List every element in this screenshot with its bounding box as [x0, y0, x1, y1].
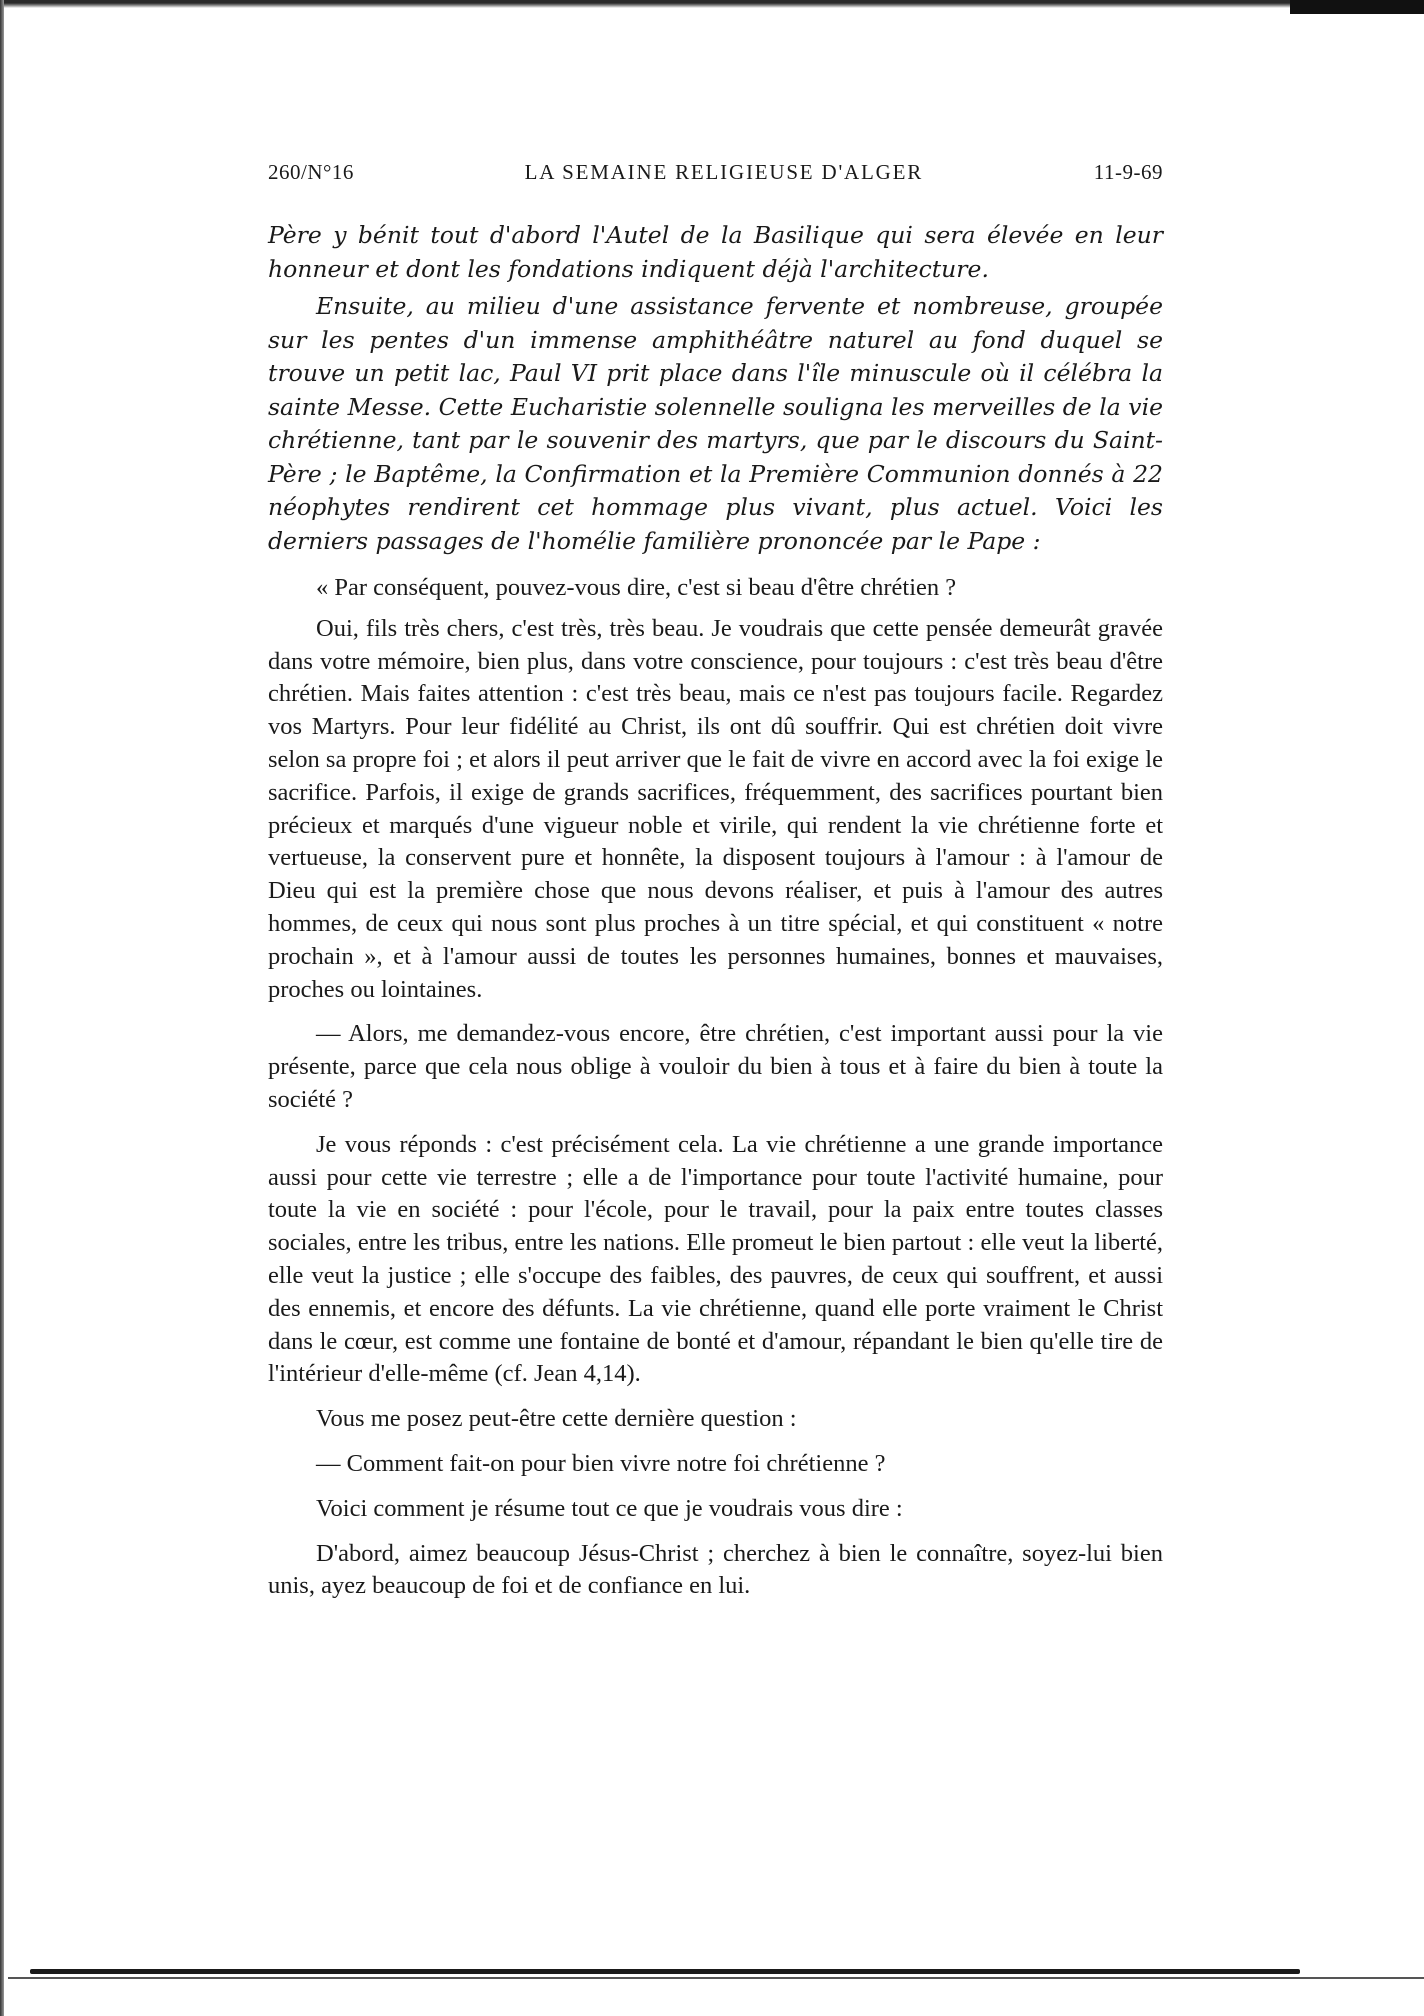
homily-paragraph: — Alors, me demandez-vous encore, être chrétien, c'est important aussi pour la vie présente, parce que cela nous oblige à vouloir du bien à tous et à faire du bien à toute la société ? [268, 1020, 1163, 1113]
issue-date: 11-9-69 [1093, 160, 1163, 184]
intro-section [268, 219, 1163, 558]
page-content [268, 160, 1163, 1603]
scan-border-top-right [1290, 0, 1424, 14]
homily-section [268, 572, 1163, 1603]
homily-paragraph: — Comment fait-on pour bien vivre notre foi chrétienne ? [316, 1449, 886, 1477]
homily-paragraph: Je vous réponds : c'est précisément cela. La vie chrétienne a une grande importance aussi pour cette vie terrestre ; elle a de l'importance pour toute l'activité humaine, pour toute la vie en société : pour l'école, pour le travail, pour la paix entre toutes classes sociales, entre les tribus, entre les nations. Elle promeut le bien partout : elle veut la liberté, elle veut la justice ; elle s'occupe des faibles, des pauvres, de ceux qui souffrent, et aussi des ennemis, et encore des défunts. La vie chrétienne, quand elle porte vraiment le Christ dans le cœur, est comme une fontaine de bonté et d'amour, répandant le bien qu'elle tire de l'intérieur d'elle-même (cf. Jean 4,14). [268, 1130, 1163, 1388]
running-header [268, 160, 1163, 185]
homily-paragraph: « Par conséquent, pouvez-vous dire, c'est si beau d'être chrétien ? [316, 574, 957, 601]
homily-paragraph: Voici comment je résume tout ce que je voudrais vous dire : [316, 1494, 903, 1522]
intro-paragraph: Ensuite, au milieu d'une assistance fervente et nombreuse, groupée sur les pentes d'un immense amphithéâtre naturel au fond duquel se trouve un petit lac, Paul VI prit place dans l'île minuscule où il célébra la sainte Messe. Cette Eucharistie solennelle souligna les merveilles de la vie chrétienne, tant par le souvenir des martyrs, que par le discours du Saint-Père ; le Baptême, la Confirmation et la Première Communion donnés à 22 néophytes rendirent cet hommage plus vivant, plus actuel. Voici les derniers passages de l'homélie familière prononcée par le Pape : [268, 292, 1163, 555]
homily-paragraph: Vous me posez peut-être cette dernière question : [316, 1405, 797, 1433]
scan-border-bottom [30, 1969, 1300, 1974]
intro-paragraph: Père y bénit tout d'abord l'Autel de la Basilique qui sera élevée en leur honneur et dont les fondations indiquent déjà l'architecture. [268, 221, 1163, 283]
scan-border-top [0, 0, 1424, 8]
homily-paragraph: Oui, fils très chers, c'est très, très beau. Je voudrais que cette pensée demeurât gravée dans votre mémoire, bien plus, dans votre conscience, pour toujours : c'est très beau d'être chrétien. Mais faites attention : c'est très beau, mais ce n'est pas toujours facile. Regardez vos Martyrs. Pour leur fidélité au Christ, ils ont dû souffrir. Qui est chrétien doit vivre selon sa propre foi ; et alors il peut arriver que le fait de vivre en accord avec la foi exige le sacrifice. Parfois, il exige de grands sacrifices, fréquemment, des sacrifices pourtant bien précieux et marqués d'une vigueur noble et virile, qui rendent la vie chrétienne forte et vertueuse, la conservent pure et honnête, la disposent toujours à l'amour : à l'amour de Dieu qui est la première chose que nous devons réaliser, et puis à l'amour des autres hommes, de ceux qui nous sont plus proches à un titre spécial, et qui constituent « notre prochain », et à l'amour aussi de toutes les personnes humaines, bonnes et mauvaises, proches ou lointaines. [268, 614, 1163, 1003]
scan-border-bottom-edge [8, 1977, 1424, 1979]
homily-paragraph: D'abord, aimez beaucoup Jésus-Christ ; cherchez à bien le connaître, soyez-lui bien unis, ayez beaucoup de foi et de confiance en lui. [268, 1539, 1163, 1600]
publication-title: LA SEMAINE RELIGIEUSE D'ALGER [524, 160, 924, 184]
issue-number: 260/N°16 [268, 160, 354, 184]
scan-border-left [0, 0, 4, 2016]
